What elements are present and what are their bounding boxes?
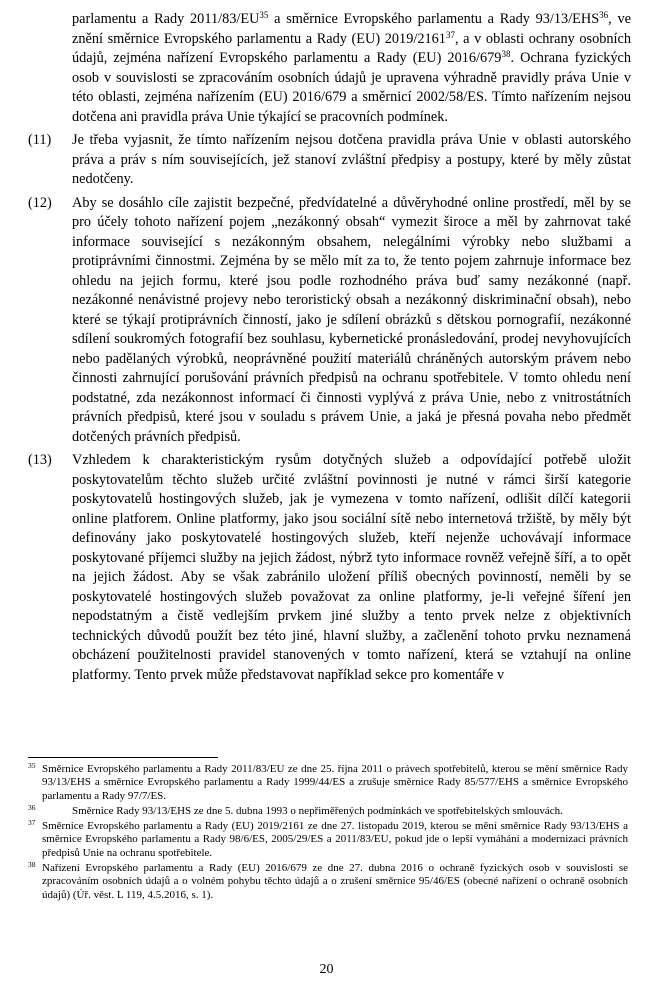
recital-number: (11) bbox=[28, 132, 52, 148]
footnote-text: Směrnice Evropského parlamentu a Rady 2011/83/EU ze dne 25. října 2011 o právech spotřebitelů, kterou se mění směrnice Rady 93/13/EHS a směrnice Evropského parlamentu a Rady 1999/44/ES a zrušuje směrnice Rady 85/577/EHS a směrnice Evropského parlamentu a Rady 97/7/ES. bbox=[42, 763, 628, 802]
footnote-text: Směrnice Evropského parlamentu a Rady (EU) 2019/2161 ze dne 27. listopadu 2019, kterou se mění směrnice Rady 93/13/EHS a směrnice Evropského parlamentu a Rady 98/6/ES, 2005/29/ES a 2011/83/EU, pokud jde o lepší vymáhání a modernizaci právních předpisů Unie na ochranu spotřebitele. bbox=[42, 820, 628, 859]
recital-12 bbox=[28, 194, 631, 448]
continuation-paragraph bbox=[72, 10, 631, 127]
recital-13 bbox=[28, 451, 631, 685]
footnote-mark: 38 bbox=[28, 860, 36, 870]
recital-text: Aby se dosáhlo cíle zajistit bezpečné, předvídatelné a důvěryhodné online prostředí, měl by se pro účely tohoto nařízení pojem „nezákonný obsah“ vymezit široce a měl by zahrnovat také informace související s nezákonným obsahem, nelegálními výrobky nebo službami a protiprávními činnostmi. Zejména by se mělo mít za to, že tento pojem zahrnuje informace bez ohledu na jejich formu, které jsou podle rozhodného práva buď samy nezákonné (např. nezákonné nenávistné projevy nebo teroristický obsah a nezákonný diskriminační obsah), nebo které se týkají protiprávních činností, jako je sdílení obrázků s dětskou pornografií, nezákonné sdílení soukromých fotografií bez souhlasu, kybernetické pronásledování, prodej nevyhovujících nebo padělaných výrobků, neoprávněné použití materiálů chráněných autorským právem nebo činnosti zahrnující porušování právních předpisů na ochranu spotřebitele. V tomto ohledu není podstatné, zda nezákonnost informací či činnosti vyplývá z práva Unie, nebo z vnitrostátních právních předpisů, které jsou v souladu s právem Unie, a jaká je přesná povaha nebo předmět dotčených právních předpisů. bbox=[72, 194, 631, 445]
footnote-36 bbox=[28, 802, 628, 818]
footnote-ref-35: 35 bbox=[259, 10, 269, 20]
continuation-text: a směrnice Evropského parlamentu a Rady 93/13/EHS bbox=[268, 11, 600, 27]
footnote-text: Nařízení Evropského parlamentu a Rady (EU) 2016/679 ze dne 27. dubna 2016 o ochraně fyzických osob v souvislosti se zpracováním osobních údajů a o volném pohybu těchto údajů a o zrušení směrnice 95/46/ES (obecné nařízení o ochraně osobních údajů) (Úř. věst. L 119, 4.5.2016, s. 1). bbox=[42, 862, 628, 901]
footnote-38 bbox=[28, 862, 628, 902]
footnote-ref-36: 36 bbox=[599, 10, 609, 20]
continuation-text: , ve znění směrnice Evropského parlamentu a Rady (EU) 2019/2161 bbox=[72, 11, 631, 47]
footnote-ref-38: 38 bbox=[501, 49, 511, 59]
footnote-mark: 36 bbox=[28, 802, 36, 812]
footnote-35 bbox=[28, 763, 628, 803]
recital-11 bbox=[28, 131, 631, 190]
recital-text: Vzhledem k charakteristickým rysům dotyčných služeb a odpovídající potřebě uložit poskytovatelům těchto služeb určité zvláštní povinnosti je nutné v rámci širší kategorie poskytovatelů hostingových služeb, jak je vymezena v tomto nařízení, odlišit dílčí kategorii online platforem. Online platformy, jako jsou sociální sítě nebo internetová tržiště, by měly být definovány jako poskytovatelé hostingových služeb, kteří nejenže uchovávají informace poskytované příjemci služby na jejich žádost, nýbrž tyto informace rovněž veřejně šíří, a to opět na jejich žádost. Aby se však zabránilo uložení příliš obecných povinností, neměli by se poskytovatelé hostingových služeb považovat za online platformy, je-li veřejné šíření jen nepodstatným a čistě vedlejším prvkem jiné služby a tento prvek nelze z objektivních technických důvodů použít bez této jiné, hlavní služby, a začlenění tohoto prvku neznamená obcházení použitelnosti pravidel stanovených v tomto nařízení, která se vztahují na online platformy. Tento prvek může představovat například sekce pro komentáře v bbox=[72, 452, 631, 683]
footnote-mark: 37 bbox=[28, 818, 36, 828]
footnote-separator bbox=[28, 757, 218, 758]
continuation-text: , a v oblasti ochrany osobních údajů, zejména nařízení Evropského parlamentu a Rady (EU) 2016/679 bbox=[72, 30, 632, 66]
continuation-text: . Ochrana fyzických osob v souvislosti se zpracováním osobních údajů je upravena výhradně pravidly práva Unie v této oblasti, zejména nařízením (EU) 2016/679 a směrnicí 2002/58/ES. Tímto nařízením nejsou dotčena ani pravidla práva Unie týkající se pracovních podmínek. bbox=[72, 50, 631, 125]
main-text bbox=[28, 10, 631, 685]
page-number: 20 bbox=[319, 962, 334, 977]
footnote-text: Směrnice Rady 93/13/EHS ze dne 5. dubna 1993 o nepřiměřených podmínkách ve spotřebitelských smlouvách. bbox=[72, 804, 563, 817]
continuation-text: parlamentu a Rady 2011/83/EU bbox=[72, 11, 260, 27]
footnote-ref-37: 37 bbox=[445, 29, 455, 40]
recital-number: (12) bbox=[28, 194, 52, 211]
footnote-37 bbox=[28, 820, 628, 860]
footnotes bbox=[28, 763, 628, 904]
recital-number: (13) bbox=[28, 452, 52, 468]
recital-text: Je třeba vyjasnit, že tímto nařízením nejsou dotčena pravidla práva Unie v oblasti autorského práva a práv s ním souvisejících, jež stanoví zvláštní předpisy a postupy, které by měly zůstat nedotčeny. bbox=[72, 132, 631, 187]
footnote-mark: 35 bbox=[28, 761, 36, 770]
